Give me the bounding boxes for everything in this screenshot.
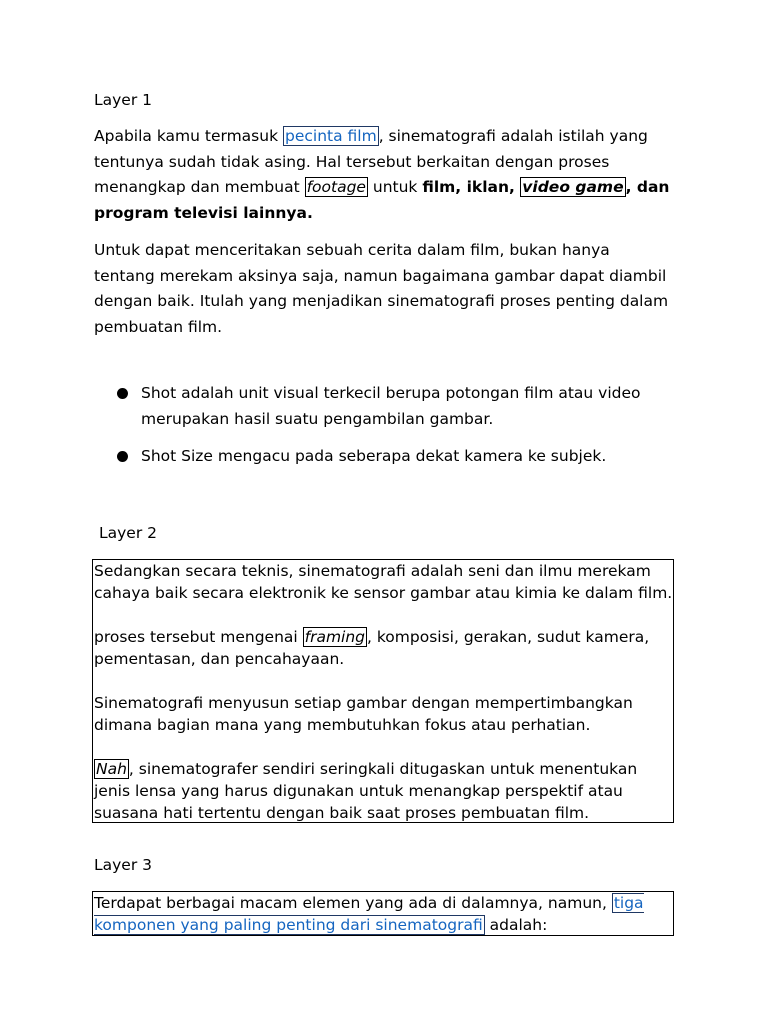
layer-3-heading: Layer 3 (94, 856, 153, 874)
layer-3-text-box (92, 891, 674, 936)
nah-term: Nah (96, 760, 127, 778)
layer-2-text-box (92, 559, 674, 823)
spacer (94, 736, 673, 758)
bullet-item (96, 381, 656, 432)
text: Terdapat berbagai macam elemen yang ada di dalamnya, namun, (94, 894, 612, 912)
bold-text: , dan program televisi lainnya. (94, 178, 670, 222)
text: , sinematografer sendiri seringkali ditugaskan untuk menentukan jenis lensa yang harus digunakan untuk menangkap perspektif atau suasana hati tertentu dengan baik saat proses pembuatan film. (94, 760, 638, 822)
text: adalah: (484, 916, 548, 934)
layer-1-heading: Layer 1 (94, 91, 153, 109)
spacer (94, 604, 673, 626)
layer-2-heading: Layer 2 (99, 524, 158, 542)
text: proses tersebut mengenai (94, 628, 303, 646)
bullet-item (96, 444, 656, 470)
bullet-text: Shot Size mengacu pada seberapa dekat kamera ke subjek. (141, 447, 607, 465)
text: , komposisi, gerakan, sudut kamera, pementasan, dan pencahayaan. (94, 628, 650, 668)
framing-term: framing (304, 628, 366, 646)
layer-1-bullet-list (96, 381, 656, 470)
tiga-komponen-link[interactable]: tiga komponen yang paling penting dari sinematografi (94, 894, 644, 934)
bullet-dot-icon (117, 388, 128, 399)
text: Apabila kamu termasuk (94, 127, 283, 145)
spacer (94, 670, 673, 692)
layer-3-paragraph-1 (94, 892, 673, 936)
layer-1-paragraph-1 (94, 124, 674, 226)
text: , sinematografi adalah istilah yang tentunya sudah tidak asing. Hal tersebut berkaitan dengan proses menangkap dan membuat (94, 127, 648, 196)
video-game-term: video game (522, 178, 624, 196)
footage-term: footage (306, 178, 366, 196)
layer-2-paragraph-3: Sinematografi menyusun setiap gambar dengan mempertimbangkan dimana bagian mana yang membutuhkan fokus atau perhatian. (94, 694, 633, 734)
text: untuk (367, 178, 423, 196)
layer-2-paragraph-1: Sedangkan secara teknis, sinematografi adalah seni dan ilmu merekam cahaya baik secara elektronik ke sensor gambar atau kimia ke dalam film. (94, 562, 673, 602)
bold-text: film, iklan, (422, 178, 521, 196)
bullet-text: Shot adalah unit visual terkecil berupa potongan film atau video merupakan hasil suatu pengambilan gambar. (141, 384, 641, 428)
bullet-dot-icon (117, 451, 128, 462)
layer-1-paragraph-2: Untuk dapat menceritakan sebuah cerita dalam film, bukan hanya tentang merekam aksinya saja, namun bagaimana gambar dapat diambil dengan baik. Itulah yang menjadikan sinematografi proses penting dalam pembuatan film. (94, 241, 669, 336)
layer-2-paragraph-4 (94, 758, 673, 824)
pecinta-film-link[interactable]: pecinta film (284, 127, 377, 145)
layer-2-paragraph-2 (94, 626, 673, 670)
